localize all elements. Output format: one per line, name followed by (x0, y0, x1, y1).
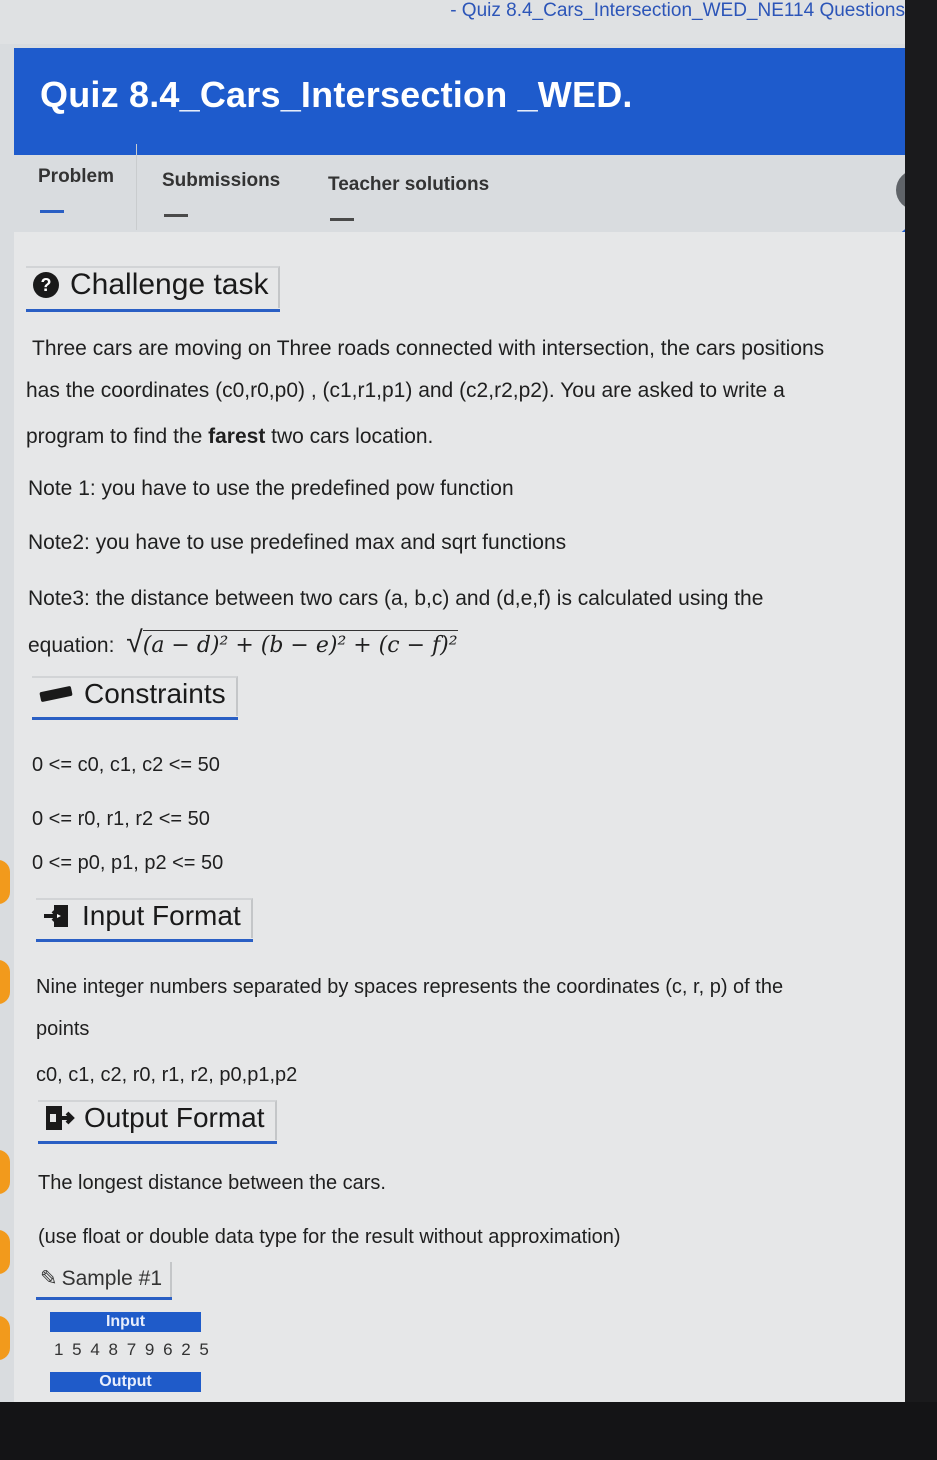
ruler-icon (38, 684, 74, 704)
input-format-line-3: c0, c1, c2, r0, r1, r2, p0,p1,p2 (36, 1064, 298, 1086)
sample-input-label: Input (50, 1312, 201, 1332)
tab-divider (136, 144, 137, 230)
challenge-line-3-post: two cars location. (265, 425, 434, 448)
title-bar (14, 48, 905, 155)
constraint-item-1: 0 <= c0, c1, c2 <= 50 (32, 754, 220, 776)
constraints-heading (32, 676, 238, 716)
svg-text:?: ? (40, 275, 52, 295)
tab-teacher-solutions-label: Teacher solutions (328, 174, 490, 195)
monitor-bezel-bottom (0, 1402, 937, 1460)
sqrt-symbol: √ (126, 626, 143, 659)
tab-indicator (164, 214, 188, 217)
side-tab (0, 860, 10, 904)
constraint-item-3: 0 <= p0, p1, p2 <= 50 (32, 852, 224, 874)
breadcrumb-bar (0, 0, 905, 44)
side-tab (0, 1150, 10, 1194)
challenge-heading-text: Challenge task (70, 268, 269, 301)
sign-out-icon (44, 1104, 74, 1132)
output-format-line-2: (use float or double data type for the result without approximation) (38, 1226, 621, 1248)
constraints-heading-text: Constraints (84, 678, 226, 709)
tab-problem-label: Problem (38, 166, 115, 187)
equation-label: equation: (28, 634, 115, 657)
breadcrumb[interactable]: - Quiz 8.4_Cars_Intersection_WED_NE114 Questions (450, 0, 905, 21)
tab-indicator (330, 218, 354, 221)
sample-input-value: 1 5 4 8 7 9 6 2 5 (54, 1340, 211, 1359)
tab-submissions-label: Submissions (162, 170, 281, 191)
challenge-line-3-pre: program to find the (26, 425, 209, 448)
input-format-line-2: points (36, 1018, 90, 1040)
constraint-item-2: 0 <= r0, r1, r2 <= 50 (32, 808, 210, 830)
output-format-line-1: The longest distance between the cars. (38, 1172, 386, 1194)
sample-heading (36, 1262, 172, 1297)
input-format-heading (36, 898, 253, 938)
input-format-line-1: Nine integer numbers separated by spaces represents the coordinates (c, r, p) of the (36, 976, 784, 998)
output-format-heading (38, 1100, 277, 1140)
distance-equation: (a − d)² + (b − e)² + (c − f)² (143, 630, 458, 658)
note-1: Note 1: you have to use the predefined pow function (28, 477, 514, 500)
side-tab (0, 1230, 10, 1274)
side-tab (0, 960, 10, 1004)
challenge-line-1: Three cars are moving on Three roads connected with intersection, the cars positions (32, 337, 825, 360)
problem-content (14, 232, 905, 1402)
monitor-bezel-right (905, 0, 937, 1460)
pencil-icon: ✎ (40, 1267, 58, 1290)
sign-in-icon (42, 903, 72, 929)
challenge-heading (26, 266, 280, 308)
sample-heading-text: Sample #1 (61, 1267, 163, 1290)
tab-bar (14, 140, 905, 232)
output-format-heading-text: Output Format (84, 1102, 265, 1133)
tab-problem[interactable] (38, 166, 114, 188)
equation-line (28, 622, 458, 667)
side-tab (0, 1316, 10, 1360)
tab-indicator (40, 210, 64, 213)
challenge-line-3 (26, 416, 433, 458)
note-2: Note2: you have to use predefined max and sqrt functions (28, 531, 567, 554)
challenge-line-2: has the coordinates (c0,r0,p0) , (c1,r1,p1) and (c2,r2,p2). You are asked to write a (26, 379, 785, 402)
tab-submissions[interactable] (162, 170, 280, 192)
note-3: Note3: the distance between two cars (a, b,c) and (d,e,f) is calculated using the (28, 587, 764, 610)
input-format-heading-text: Input Format (82, 900, 241, 931)
sample-output-label: Output (50, 1372, 201, 1392)
question-circle-icon (32, 271, 60, 299)
tab-teacher-solutions[interactable] (328, 174, 489, 196)
challenge-line-3-bold: farest (208, 425, 266, 448)
page-title: Quiz 8.4_Cars_Intersection _WED. (40, 74, 633, 115)
